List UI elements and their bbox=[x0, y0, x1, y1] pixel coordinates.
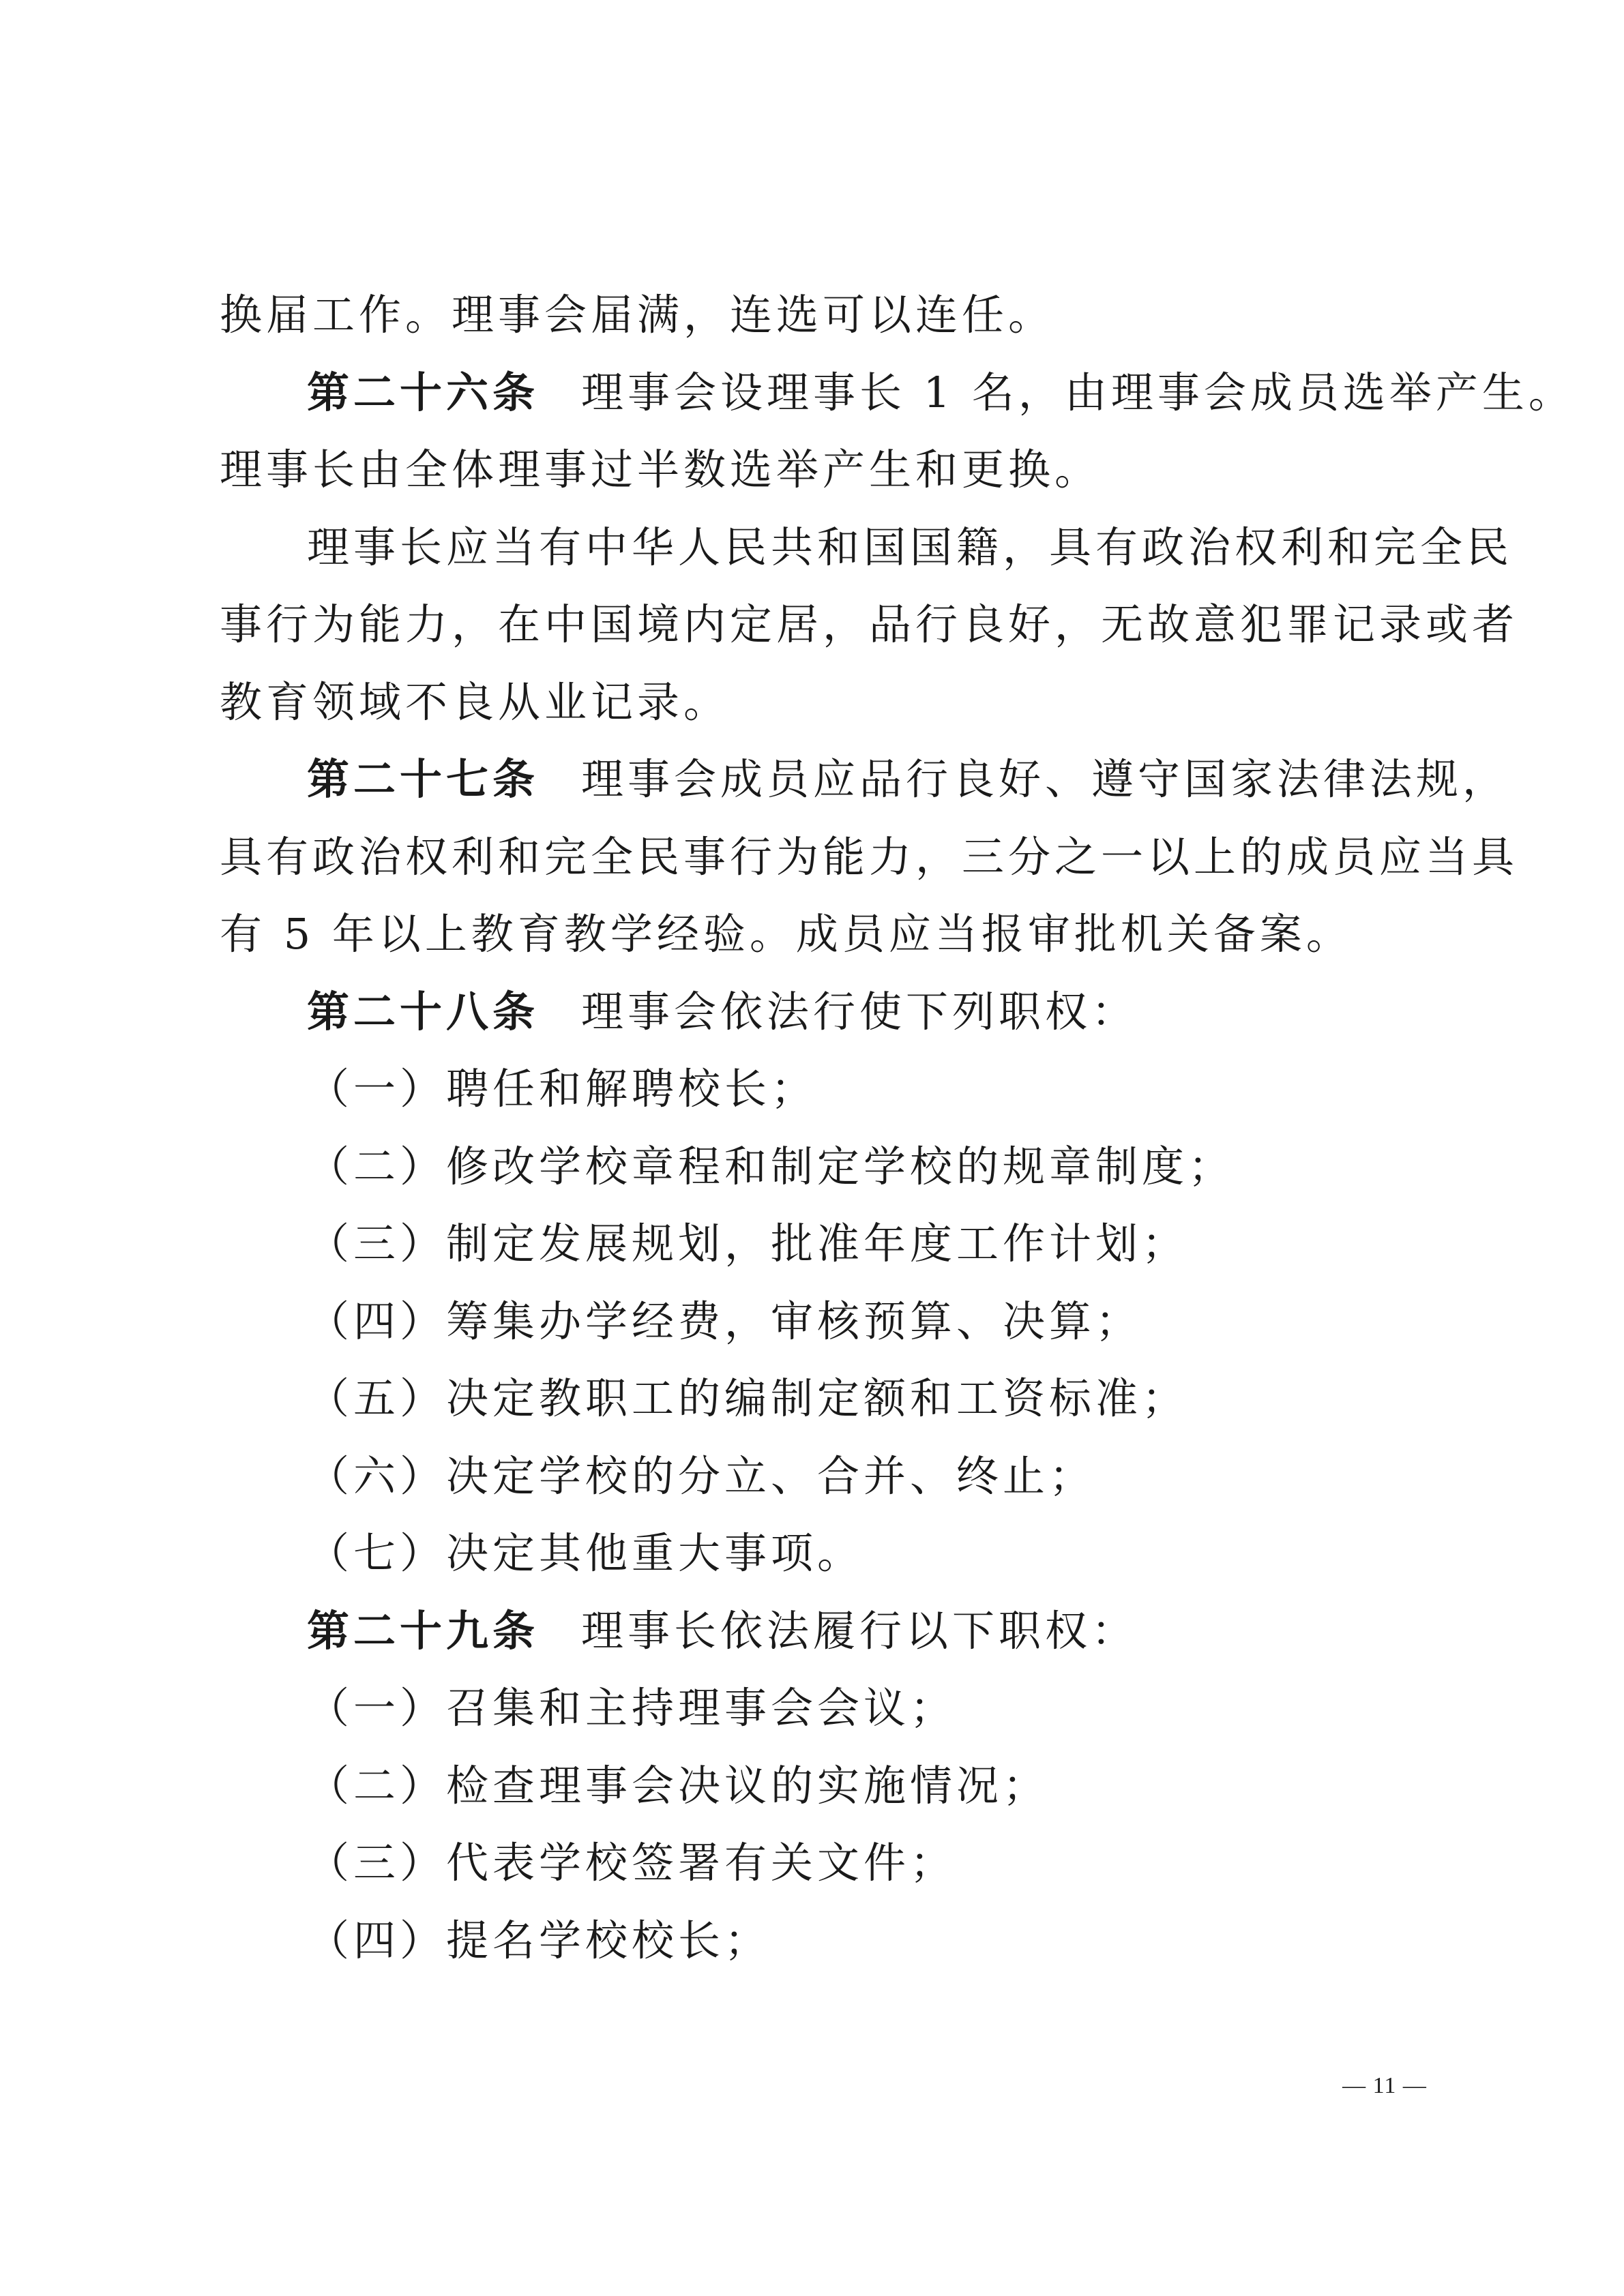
list-item: （三）制定发展规划，批准年度工作计划； bbox=[307, 1219, 1189, 1268]
article-26-line bbox=[220, 354, 1575, 432]
article-text: 理事会成员应品行良好、遵守国家法律法规， bbox=[581, 754, 1509, 804]
article-text: 理事长依法履行以下职权： bbox=[581, 1605, 1138, 1656]
list-item: （二）修改学校章程和制定学校的规章制度； bbox=[307, 1141, 1235, 1191]
text-line: 理事长由全体理事过半数选举产生和更换。 bbox=[220, 445, 1102, 494]
list-item: （五）决定教职工的编制定额和工资标准； bbox=[307, 1373, 1189, 1423]
list-item: （六）决定学校的分立、合并、终止； bbox=[307, 1450, 1096, 1501]
document-body bbox=[220, 276, 1575, 1979]
article-heading: 第二十八条 bbox=[307, 986, 540, 1037]
text-line: 具有政治权利和完全民事行为能力，三分之一以上的成员应当具 bbox=[220, 831, 1519, 882]
list-item: （七）决定其他重大事项。 bbox=[307, 1528, 864, 1578]
article-heading: 第二十九条 bbox=[307, 1605, 540, 1656]
text-line: 理事长应当有中华人民共和国国籍，具有政治权利和完全民 bbox=[307, 522, 1514, 572]
text-line: 事行为能力，在中国境内定居，品行良好，无故意犯罪记录或者 bbox=[220, 599, 1519, 649]
article-heading: 第二十六条 bbox=[307, 367, 540, 417]
article-heading: 第二十七条 bbox=[307, 754, 540, 804]
list-item: （四）筹集办学经费，审核预算、决算； bbox=[307, 1296, 1142, 1346]
page-number: — 11 — bbox=[1342, 2073, 1427, 2098]
text-line: 有 5 年以上教育教学经验。成员应当报审批机关备案。 bbox=[220, 909, 1353, 959]
list-item: （一）聘任和解聘校长； bbox=[307, 1064, 818, 1114]
article-text: 理事会设理事长 1 名，由理事会成员选举产生。 bbox=[581, 367, 1575, 417]
article-27-line bbox=[220, 741, 1509, 818]
text-line: 教育领域不良从业记录。 bbox=[220, 676, 730, 727]
list-item: （一）召集和主持理事会会议； bbox=[307, 1683, 957, 1733]
list-item: （三）代表学校签署有关文件； bbox=[307, 1838, 957, 1888]
article-text: 理事会依法行使下列职权： bbox=[581, 986, 1138, 1037]
article-29-line bbox=[220, 1592, 1447, 1670]
list-item: （二）检查理事会决议的实施情况； bbox=[307, 1760, 1050, 1810]
text-line: 换届工作。理事会届满，连选可以连任。 bbox=[220, 290, 1055, 340]
article-28-line bbox=[220, 973, 1447, 1051]
list-item: （四）提名学校校长； bbox=[307, 1915, 771, 1965]
